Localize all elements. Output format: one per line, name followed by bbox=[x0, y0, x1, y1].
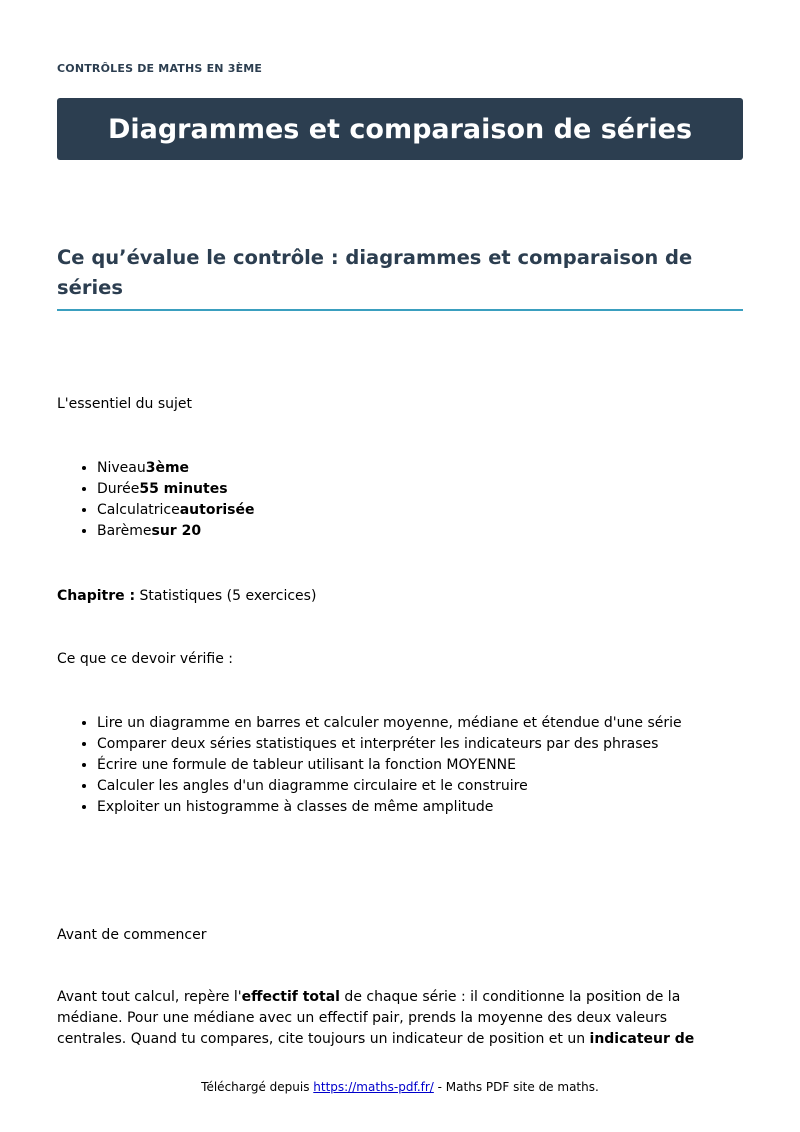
advice-text: de chaque série : il conditionne la position de la médiane. Pour une médiane avec un effectif pair, prends la moyenne des deux valeurs centrales. Quand tu compares, cite toujours un indicateur de position et un bbox=[57, 989, 681, 1047]
avant-heading: Avant de commencer bbox=[57, 927, 207, 943]
chapitre-line bbox=[57, 586, 316, 607]
advice-bold: effectif total bbox=[241, 989, 340, 1005]
page-footer bbox=[0, 1080, 800, 1094]
list-item bbox=[97, 458, 255, 479]
item-value: autorisée bbox=[179, 502, 255, 518]
footer-prefix: Téléchargé depuis bbox=[201, 1080, 314, 1094]
section-title: Ce qu’évalue le contrôle : diagrammes et comparaison de séries bbox=[57, 243, 743, 311]
header-label: CONTRÔLES DE MATHS EN 3ÈME bbox=[57, 62, 263, 75]
item-label: Niveau bbox=[97, 460, 146, 476]
chapitre-label: Chapitre : bbox=[57, 588, 136, 604]
item-value: 55 minutes bbox=[139, 481, 228, 497]
verifie-heading: Ce que ce devoir vérifie : bbox=[57, 651, 234, 667]
list-item: • Comparer deux séries statistiques et interpréter les indicateurs par des phrases bbox=[97, 734, 682, 755]
list-item: • Exploiter un histogramme à classes de même amplitude bbox=[97, 797, 682, 818]
advice-text: Avant tout calcul, repère l' bbox=[57, 989, 242, 1005]
verifie-list bbox=[57, 713, 682, 818]
advice-bold: indicateur de bbox=[589, 1031, 695, 1047]
item-value: sur 20 bbox=[151, 523, 202, 539]
item-value: 3ème bbox=[145, 460, 190, 476]
chapitre-value: Statistiques (5 exercices) bbox=[135, 588, 317, 604]
list-item bbox=[97, 521, 255, 542]
item-label: Barème bbox=[97, 523, 152, 539]
footer-suffix: - Maths PDF site de maths. bbox=[433, 1080, 599, 1094]
list-item bbox=[97, 500, 255, 521]
page-title: Diagrammes et comparaison de séries bbox=[107, 113, 693, 145]
item-label: Durée bbox=[97, 481, 140, 497]
essentiel-list bbox=[57, 458, 255, 542]
footer-link[interactable]: https://maths-pdf.fr/ bbox=[313, 1080, 434, 1094]
item-label: Calculatrice bbox=[97, 502, 180, 518]
essentiel-heading: L'essentiel du sujet bbox=[57, 396, 193, 412]
list-item: • Écrire une formule de tableur utilisant la fonction MOYENNE bbox=[97, 755, 682, 776]
list-item: • Lire un diagramme en barres et calculer moyenne, médiane et étendue d'une série bbox=[97, 713, 682, 734]
list-item bbox=[97, 479, 255, 500]
advice-paragraph bbox=[57, 987, 717, 1050]
title-banner bbox=[57, 98, 743, 160]
list-item: • Calculer les angles d'un diagramme circulaire et le construire bbox=[97, 776, 682, 797]
